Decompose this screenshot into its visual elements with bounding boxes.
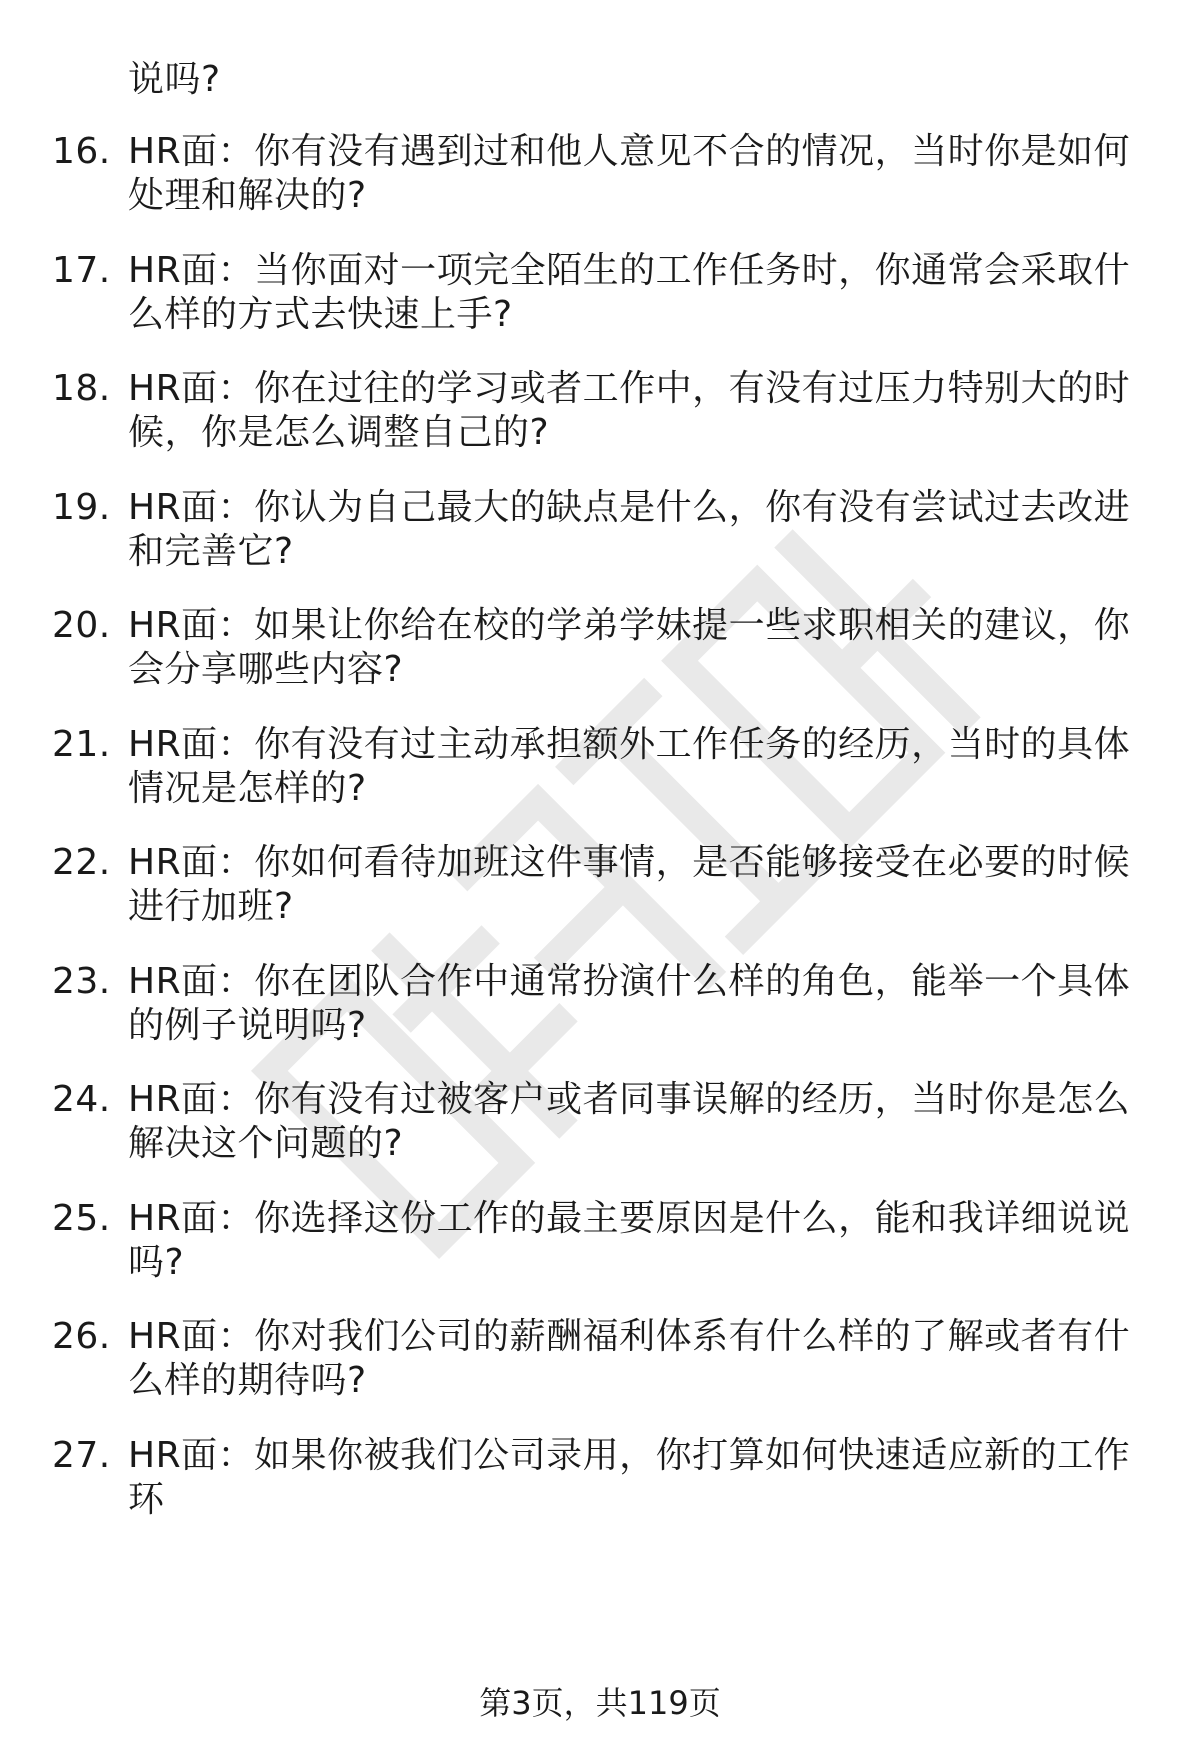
- question-number: 18.: [52, 368, 111, 409]
- question-number: 27.: [52, 1435, 111, 1476]
- question-text: HR面：当你面对一项完全陌生的工作任务时，你通常会采取什么样的方式去快速上手?: [128, 250, 1131, 335]
- question-text: HR面：你如何看待加班这件事情，是否能够接受在必要的时候进行加班?: [128, 842, 1131, 927]
- question-number: 17.: [52, 250, 111, 291]
- question-text: HR面：如果让你给在校的学弟学妹提一些求职相关的建议，你会分享哪些内容?: [128, 605, 1131, 690]
- question-number: 21.: [52, 724, 111, 765]
- question-number: 20.: [52, 605, 111, 646]
- question-number: 19.: [52, 487, 111, 528]
- question-text: HR面：你在过往的学习或者工作中，有没有过压力特别大的时候，你是怎么调整自己的?: [128, 368, 1131, 453]
- question-text: HR面：你认为自己最大的缺点是什么，你有没有尝试过去改进和完善它?: [128, 487, 1131, 572]
- question-number: 22.: [52, 842, 111, 883]
- question-text: HR面：你有没有过被客户或者同事误解的经历，当时你是怎么解决这个问题的?: [128, 1079, 1131, 1164]
- question-text: HR面：如果你被我们公司录用，你打算如何快速适应新的工作环: [128, 1435, 1131, 1520]
- question-text: HR面：你在团队合作中通常扮演什么样的角色，能举一个具体的例子说明吗?: [128, 961, 1131, 1046]
- question-number: 23.: [52, 961, 111, 1002]
- question-text: HR面：你有没有过主动承担额外工作任务的经历，当时的具体情况是怎样的?: [128, 724, 1131, 809]
- page-footer: 第3页，共119页: [479, 1684, 721, 1722]
- question-text: HR面：你对我们公司的薪酬福利体系有什么样的了解或者有什么样的期待吗?: [128, 1316, 1131, 1401]
- question-number: 24.: [52, 1079, 111, 1120]
- question-text: HR面：你有没有遇到过和他人意见不合的情况，当时你是如何处理和解决的?: [128, 131, 1131, 216]
- question-text: HR面：你选择这份工作的最主要原因是什么，能和我详细说说吗?: [128, 1198, 1131, 1283]
- continuation-text: 说吗?: [128, 59, 221, 100]
- question-number: 25.: [52, 1198, 111, 1239]
- question-number: 26.: [52, 1316, 111, 1357]
- question-number: 16.: [52, 131, 111, 172]
